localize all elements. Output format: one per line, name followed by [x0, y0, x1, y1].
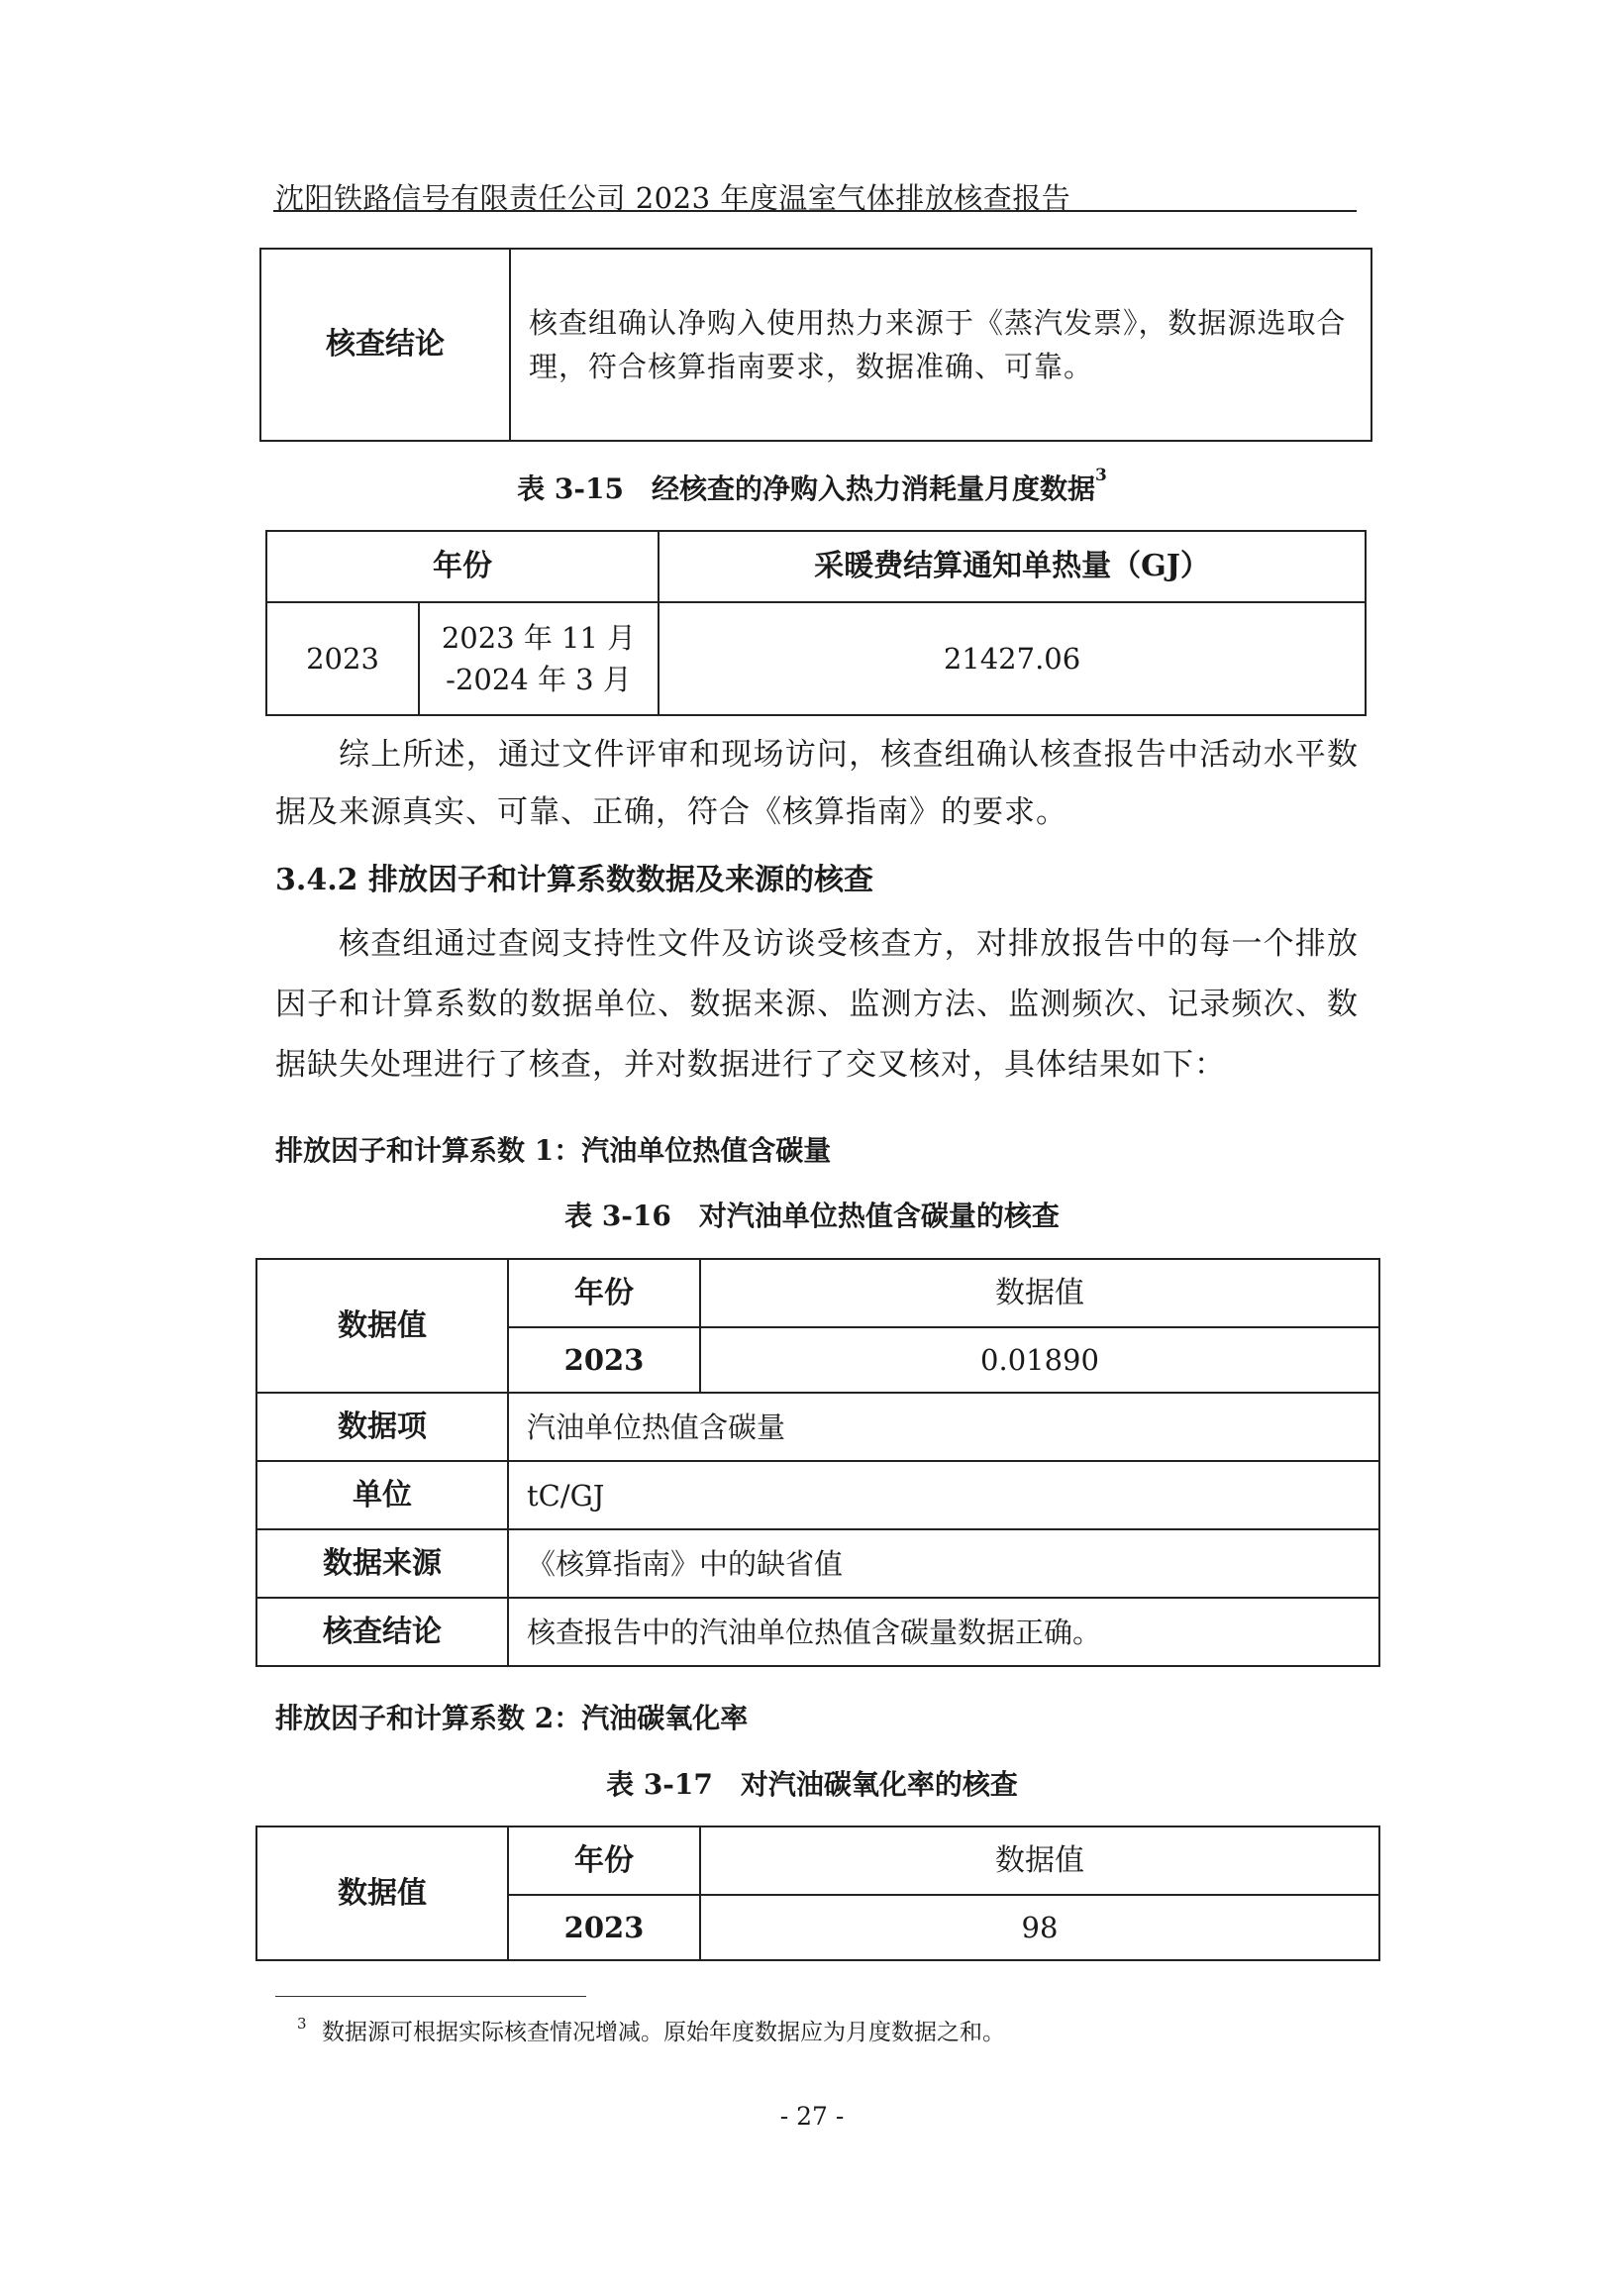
- table-3-16-caption: 表 3-16 对汽油单位热值含碳量的核查: [564, 1200, 1060, 1232]
- section-paragraph: 核查组通过查阅支持性文件及访谈受核查方，对排放报告中的每一个排放因子和计算系数的数据单位、数据来源、监测方法、监测频次、记录频次、数据缺失处理进行了核查，并对数据进行了交叉核对，具体结果如下：: [275, 926, 1359, 1083]
- table-3-16-label-unit: 单位: [256, 1461, 508, 1529]
- table-3-17-header-value: 数据值: [700, 1826, 1379, 1895]
- table-3-16-label-data-value: 数据值: [256, 1259, 508, 1393]
- table-3-15: [265, 530, 1367, 716]
- factor-2-heading: 排放因子和计算系数 2：汽油碳氧化率: [275, 1702, 749, 1734]
- table-3-16: [255, 1258, 1380, 1667]
- table-3-16-conclusion: 核查报告中的汽油单位热值含碳量数据正确。: [508, 1598, 1379, 1666]
- conclusion-label: 核查结论: [260, 249, 510, 441]
- table-3-16-value: 0.01890: [700, 1327, 1379, 1393]
- factor-1-heading: 排放因子和计算系数 1：汽油单位热值含碳量: [275, 1134, 832, 1167]
- table-3-15-caption-text: 表 3-15 经核查的净购入热力消耗量月度数据: [517, 472, 1095, 505]
- table-3-15-row-value: 21427.06: [659, 602, 1366, 715]
- page-number: - 27 -: [779, 2102, 845, 2131]
- footnote-rule: [275, 1996, 586, 1997]
- table-3-16-label-conclusion: 核查结论: [256, 1598, 508, 1666]
- table-3-16-unit: tC/GJ: [508, 1461, 1379, 1529]
- table-3-17-header-year: 年份: [508, 1826, 700, 1895]
- table-3-17-value: 98: [700, 1895, 1379, 1960]
- table-3-16-label-item: 数据项: [256, 1393, 508, 1461]
- conclusion-text: 核查组确认净购入使用热力来源于《蒸汽发票》，数据源选取合理，符合核算指南要求，数据准确、可靠。: [510, 249, 1371, 441]
- table-3-17-label-data-value: 数据值: [256, 1826, 508, 1960]
- table-3-17-year: 2023: [508, 1895, 700, 1960]
- period-line-2: -2024 年 3 月: [446, 663, 632, 696]
- table-3-15-header-year: 年份: [266, 531, 659, 602]
- table-3-15-row-year: 2023: [266, 602, 419, 715]
- table-3-15-header-value: 采暖费结算通知单热量（GJ）: [659, 531, 1366, 602]
- table-3-16-source: 《核算指南》中的缺省值: [508, 1529, 1379, 1598]
- table-3-15-caption: [0, 468, 1624, 507]
- table-3-17: [255, 1826, 1380, 1961]
- table-3-16-year: 2023: [508, 1327, 700, 1393]
- header-rule: [273, 210, 1357, 212]
- conclusion-table: [259, 248, 1372, 442]
- footnote-text: 数据源可根据实际核查情况增减。原始年度数据应为月度数据之和。: [322, 2020, 1005, 2045]
- table-3-16-header-year: 年份: [508, 1259, 700, 1327]
- footnote-ref-3: 3: [1094, 466, 1107, 485]
- period-line-1: 2023 年 11 月: [441, 621, 637, 655]
- table-3-15-row-period: [419, 602, 659, 715]
- summary-paragraph: 综上所述，通过文件评审和现场访问，核查组确认核查报告中活动水平数据及来源真实、可靠、正确，符合《核算指南》的要求。: [275, 737, 1359, 830]
- footnote-mark: 3: [297, 2015, 307, 2033]
- running-header: 沈阳铁路信号有限责任公司 2023 年度温室气体排放核查报告: [275, 181, 1071, 215]
- table-3-17-caption: 表 3-17 对汽油碳氧化率的核查: [606, 1768, 1018, 1801]
- table-3-16-label-source: 数据来源: [256, 1529, 508, 1598]
- table-3-16-header-value: 数据值: [700, 1259, 1379, 1327]
- table-3-16-item: 汽油单位热值含碳量: [508, 1393, 1379, 1461]
- section-heading: 3.4.2 排放因子和计算系数数据及来源的核查: [275, 863, 873, 897]
